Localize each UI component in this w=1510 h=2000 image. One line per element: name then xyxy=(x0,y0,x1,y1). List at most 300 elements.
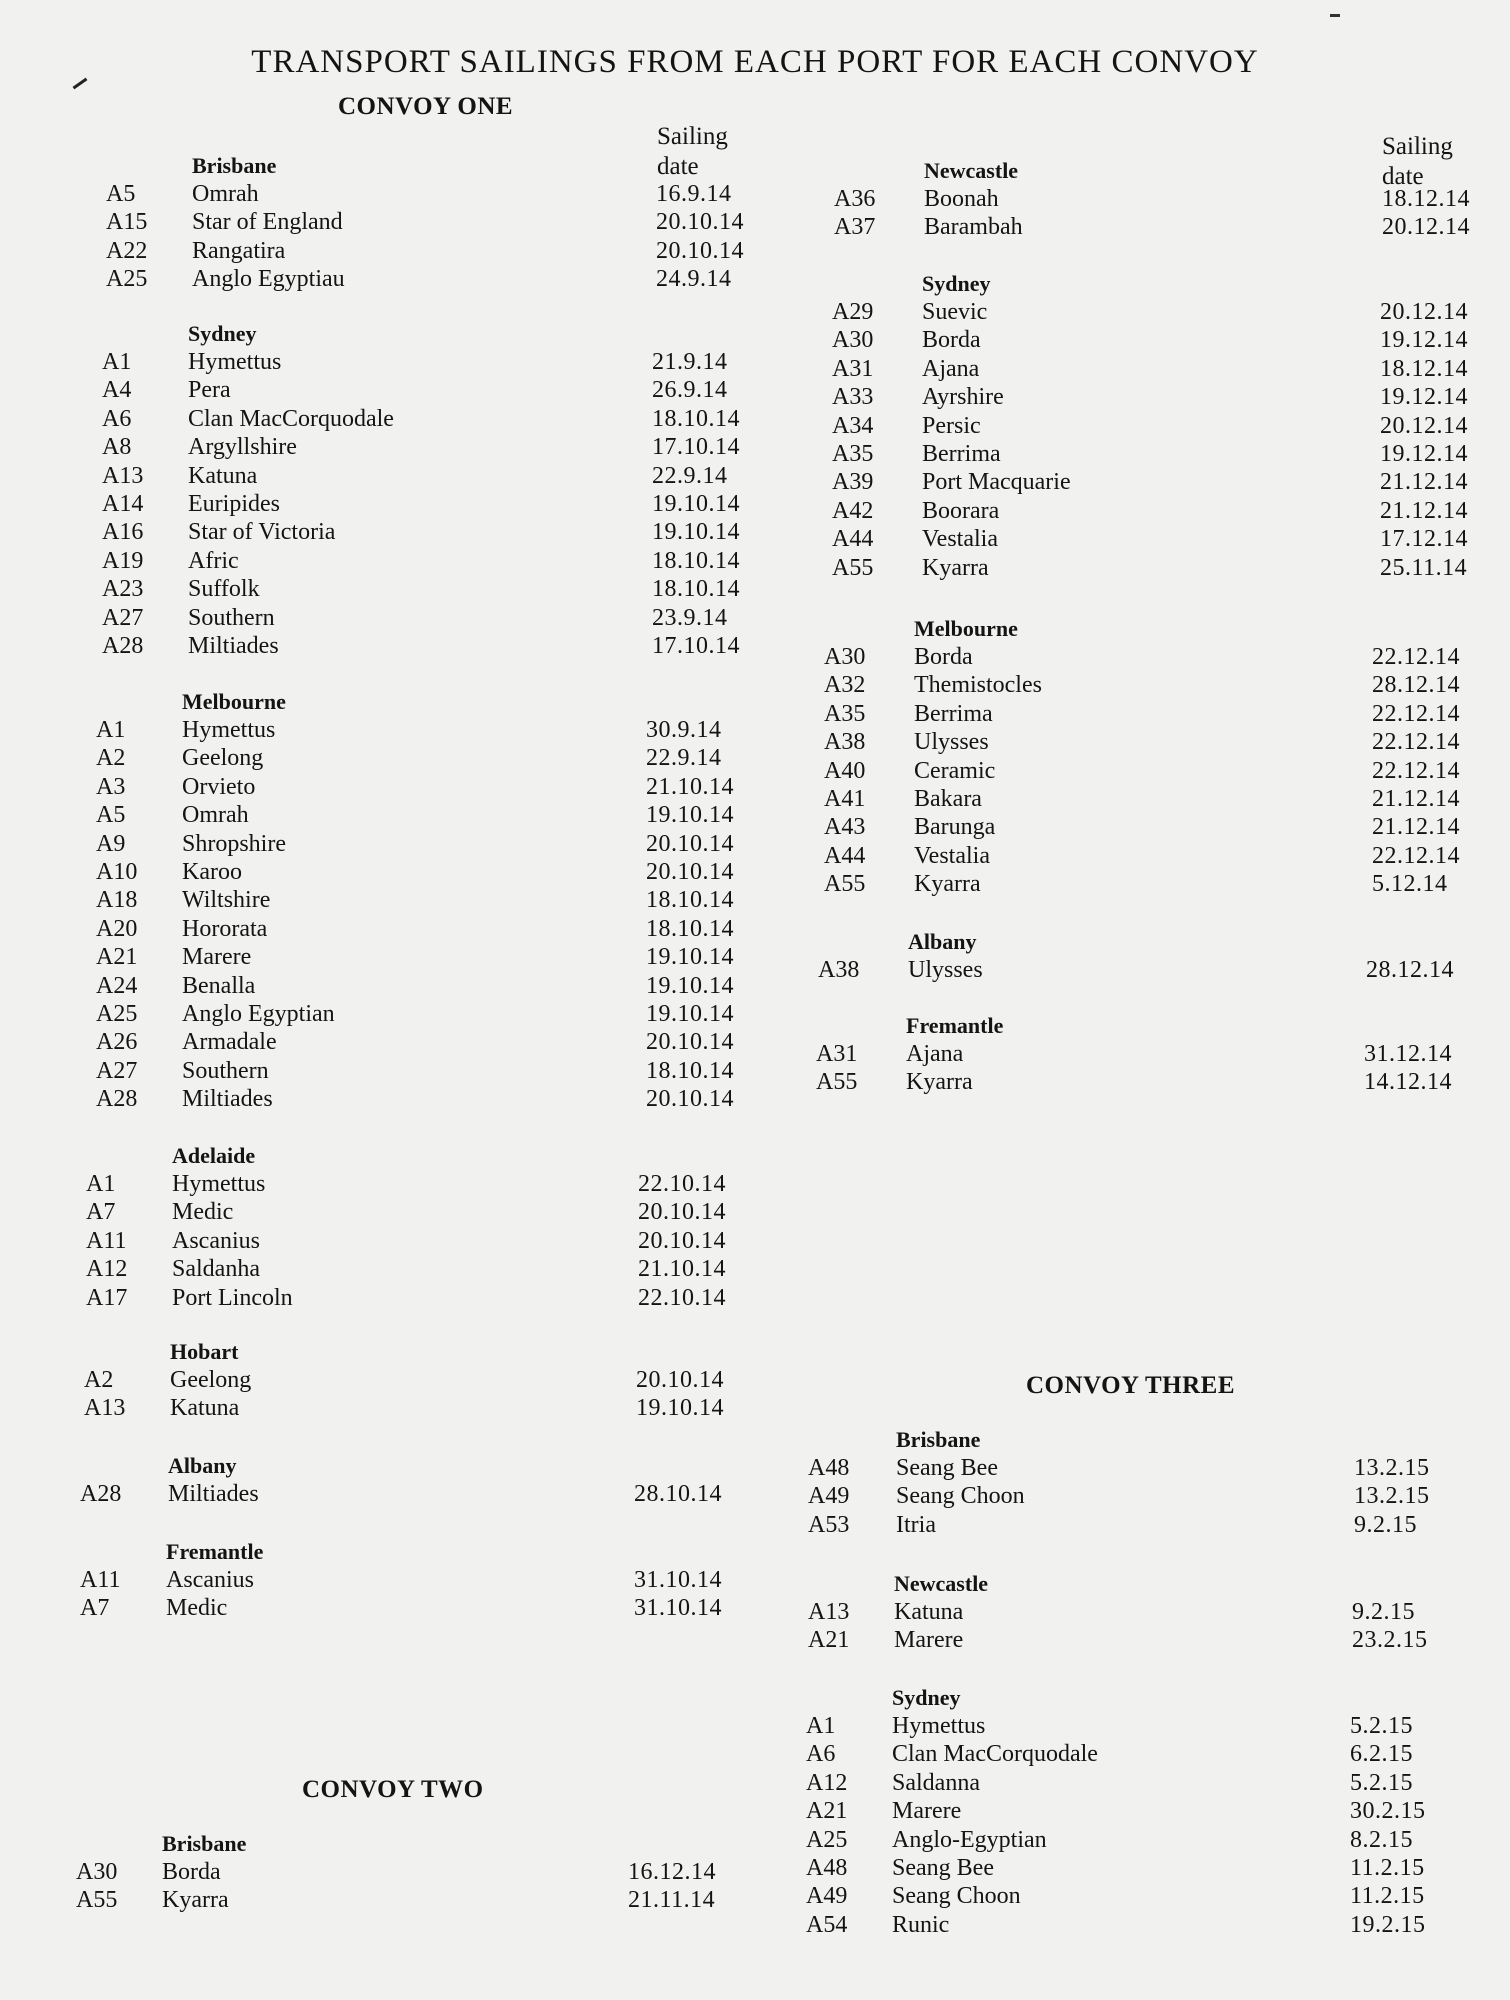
sailing-date: 28.12.14 xyxy=(1372,672,1460,699)
ship-name: Runic xyxy=(892,1911,950,1938)
ship-name: Omrah xyxy=(182,802,249,829)
sailing-date: 11.2.15 xyxy=(1350,1883,1425,1910)
transport-code: A30 xyxy=(76,1859,118,1885)
port-group xyxy=(0,615,1510,899)
sailing-date: 11.2.15 xyxy=(1350,1854,1425,1881)
port-group xyxy=(0,928,1510,984)
sailing-date: 30.2.15 xyxy=(1350,1798,1426,1825)
port-heading: Albany xyxy=(168,1453,237,1478)
ship-name: Afric xyxy=(188,547,239,574)
sailing-date: 18.12.14 xyxy=(1380,355,1468,382)
transport-code: A7 xyxy=(80,1595,110,1622)
convoy-heading: CONVOY THREE xyxy=(1026,1372,1236,1399)
transport-code: A1 xyxy=(806,1713,836,1739)
sailing-date: 18.10.14 xyxy=(652,547,740,574)
ship-name: Barambah xyxy=(924,214,1023,241)
transport-code: A1 xyxy=(102,349,132,375)
transport-code: A42 xyxy=(832,497,874,524)
ship-name: Pera xyxy=(188,377,231,404)
port-group xyxy=(0,270,1510,582)
sailing-date: 19.10.14 xyxy=(652,490,740,517)
ship-name: Itria xyxy=(896,1511,936,1538)
transport-code: A55 xyxy=(816,1069,858,1096)
ship-name: Geelong xyxy=(170,1367,252,1393)
transport-code: A2 xyxy=(84,1367,114,1393)
sailing-date: 9.2.15 xyxy=(1354,1511,1417,1538)
sailing-row xyxy=(0,700,1510,728)
transport-code: A26 xyxy=(96,1029,138,1056)
transport-code: A16 xyxy=(102,519,144,546)
ship-name: Medic xyxy=(172,1199,234,1226)
port-group xyxy=(0,1426,1510,1539)
sailing-date: 31.10.14 xyxy=(634,1567,722,1593)
ship-name: Suffolk xyxy=(188,576,260,603)
sailing-date: 31.10.14 xyxy=(634,1595,722,1622)
ship-name: Karoo xyxy=(182,858,242,885)
transport-code: A1 xyxy=(96,717,126,743)
port-heading: Melbourne xyxy=(182,689,286,714)
transport-code: A39 xyxy=(832,469,874,496)
sailing-date: 20.10.14 xyxy=(646,1029,734,1056)
ship-name: Ulysses xyxy=(914,729,989,756)
sailing-date: 18.12.14 xyxy=(1382,186,1470,212)
ship-name: Ceramic xyxy=(914,757,996,784)
ship-name: Marere xyxy=(894,1627,964,1654)
sailing-date: 22.9.14 xyxy=(646,745,722,772)
transport-code: A22 xyxy=(106,237,148,264)
sailing-header-line1: Sailing xyxy=(657,123,728,150)
ship-name: Berrima xyxy=(914,700,993,727)
transport-code: A5 xyxy=(106,181,136,207)
sailing-date: 19.12.14 xyxy=(1380,440,1468,467)
sailing-row xyxy=(0,185,1510,213)
ship-name: Ayrshire xyxy=(922,384,1004,411)
transport-code: A48 xyxy=(808,1455,850,1481)
transport-code: A15 xyxy=(106,209,148,236)
sailing-date: 28.10.14 xyxy=(634,1481,722,1507)
sailing-date: 24.9.14 xyxy=(656,266,732,293)
sailing-date: 22.9.14 xyxy=(652,462,728,489)
sailing-row xyxy=(0,1511,1510,1539)
sailing-date: 17.12.14 xyxy=(1380,526,1468,553)
transport-code: A33 xyxy=(832,384,874,411)
sailing-date: 28.12.14 xyxy=(1366,957,1454,983)
transport-code: A13 xyxy=(84,1395,126,1422)
ship-name: Borda xyxy=(922,327,981,354)
sailing-date: 19.10.14 xyxy=(646,972,734,999)
transport-code: A48 xyxy=(806,1854,848,1881)
sailing-date: 20.10.14 xyxy=(656,209,744,236)
transport-code: A28 xyxy=(80,1481,122,1507)
sailing-row xyxy=(0,1882,1510,1910)
ship-name: Armadale xyxy=(182,1029,277,1056)
sailing-header-line2: date xyxy=(1382,163,1424,190)
sailing-row xyxy=(0,643,1510,671)
sailing-row xyxy=(0,554,1510,582)
transport-code: A21 xyxy=(96,944,138,971)
ship-name: Borda xyxy=(914,644,973,670)
port-heading: Adelaide xyxy=(172,1143,256,1168)
ship-name: Orvieto xyxy=(182,773,256,800)
sailing-date: 13.2.15 xyxy=(1354,1483,1430,1510)
transport-code: A53 xyxy=(808,1511,850,1538)
sailing-row xyxy=(0,1740,1510,1768)
ship-name: Saldanna xyxy=(892,1769,980,1796)
sailing-date: 19.2.15 xyxy=(1350,1911,1426,1938)
port-heading: Sydney xyxy=(892,1685,961,1710)
sailing-date: 30.9.14 xyxy=(646,717,722,743)
sailing-date: 8.2.15 xyxy=(1350,1826,1413,1853)
sailing-date: 13.2.15 xyxy=(1354,1455,1430,1481)
transport-code: A34 xyxy=(832,412,874,439)
sailing-date: 21.10.14 xyxy=(638,1256,726,1283)
ship-name: Hymettus xyxy=(188,349,282,375)
transport-code: A54 xyxy=(806,1911,848,1938)
sailing-row xyxy=(0,785,1510,813)
ship-name: Hymettus xyxy=(182,717,276,743)
sailing-header-line1: Sailing xyxy=(1382,133,1453,160)
port-group xyxy=(0,1570,1510,1655)
sailing-row xyxy=(0,1255,1510,1283)
sailing-row xyxy=(0,213,1510,241)
sailing-date: 23.2.15 xyxy=(1352,1627,1428,1654)
transport-code: A25 xyxy=(106,266,148,293)
ship-name: Kyarra xyxy=(922,554,989,581)
transport-code: A12 xyxy=(806,1769,848,1796)
sailing-row xyxy=(0,1911,1510,1939)
sailing-row xyxy=(0,1284,1510,1312)
sailing-date: 21.12.14 xyxy=(1372,785,1460,812)
sailing-date: 14.12.14 xyxy=(1364,1069,1452,1096)
sailing-date: 18.10.14 xyxy=(646,887,734,914)
transport-code: A5 xyxy=(96,802,126,829)
transport-code: A1 xyxy=(86,1171,116,1197)
ship-name: Ascanius xyxy=(166,1567,254,1593)
ship-name: Marere xyxy=(182,944,252,971)
ship-name: Medic xyxy=(166,1595,228,1622)
transport-code: A21 xyxy=(808,1627,850,1654)
ship-name: Seang Choon xyxy=(896,1483,1025,1510)
ship-name: Borda xyxy=(162,1859,221,1885)
transport-code: A36 xyxy=(834,186,876,212)
port-heading: Fremantle xyxy=(166,1539,264,1564)
sailing-date: 9.2.15 xyxy=(1352,1599,1415,1625)
ship-name: Argyllshire xyxy=(188,434,297,461)
corner-dash-mark xyxy=(1330,14,1340,17)
ship-name: Ulysses xyxy=(908,957,983,983)
ship-name: Southern xyxy=(188,604,275,631)
ship-name: Katuna xyxy=(170,1395,240,1422)
convoy-heading: CONVOY TWO xyxy=(302,1776,484,1803)
transport-code: A4 xyxy=(102,377,132,404)
ship-name: Rangatira xyxy=(192,237,286,264)
transport-code: A28 xyxy=(96,1086,138,1113)
ship-name: Marere xyxy=(892,1798,962,1825)
ship-name: Katuna xyxy=(188,462,258,489)
transport-code: A30 xyxy=(824,644,866,670)
sailing-date: 22.12.14 xyxy=(1372,757,1460,784)
ship-name: Port Lincoln xyxy=(172,1284,293,1311)
sailing-date: 19.12.14 xyxy=(1380,327,1468,354)
transport-code: A44 xyxy=(824,842,866,869)
sailing-date: 21.10.14 xyxy=(646,773,734,800)
sailing-row xyxy=(0,1366,1510,1394)
sailing-row xyxy=(0,1598,1510,1626)
sailing-row xyxy=(0,1854,1510,1882)
transport-code: A25 xyxy=(96,1000,138,1027)
transport-code: A35 xyxy=(832,440,874,467)
sailing-date: 21.9.14 xyxy=(652,349,728,375)
sailing-row xyxy=(0,355,1510,383)
sailing-date: 22.12.14 xyxy=(1372,729,1460,756)
transport-code: A24 xyxy=(96,972,138,999)
ship-name: Clan MacCorquodale xyxy=(188,405,394,432)
sailing-date: 19.10.14 xyxy=(652,519,740,546)
port-heading: Brisbane xyxy=(896,1427,981,1452)
transport-code: A25 xyxy=(806,1826,848,1853)
port-heading: Newcastle xyxy=(894,1571,989,1596)
sailing-date: 19.12.14 xyxy=(1380,384,1468,411)
ship-name: Euripides xyxy=(188,490,280,517)
ship-name: Vestalia xyxy=(922,526,998,553)
sailing-date: 6.2.15 xyxy=(1350,1741,1413,1768)
transport-code: A6 xyxy=(806,1741,836,1768)
sailing-date: 20.10.14 xyxy=(638,1227,726,1254)
sailing-row xyxy=(0,468,1510,496)
sailing-date: 23.9.14 xyxy=(652,604,728,631)
port-heading: Fremantle xyxy=(906,1013,1004,1038)
transport-code: A49 xyxy=(808,1483,850,1510)
sailing-row xyxy=(0,1797,1510,1825)
sailing-row xyxy=(0,1227,1510,1255)
transport-code: A13 xyxy=(102,462,144,489)
ship-name: Berrima xyxy=(922,440,1001,467)
ship-name: Kyarra xyxy=(914,871,981,898)
transport-code: A43 xyxy=(824,814,866,841)
port-group xyxy=(0,1012,1510,1097)
ship-name: Seang Choon xyxy=(892,1883,1021,1910)
port-heading: Melbourne xyxy=(914,616,1018,641)
transport-code: A10 xyxy=(96,858,138,885)
transport-code: A19 xyxy=(102,547,144,574)
ship-name: Seang Bee xyxy=(896,1455,998,1481)
ship-name: Kyarra xyxy=(906,1069,973,1096)
transport-code: A41 xyxy=(824,785,866,812)
sailing-row xyxy=(0,1712,1510,1740)
transport-code: A31 xyxy=(816,1041,858,1067)
ship-name: Miltiades xyxy=(188,632,279,659)
ship-name: Geelong xyxy=(182,745,264,772)
sailing-date: 5.2.15 xyxy=(1350,1769,1413,1796)
sailing-date: 16.12.14 xyxy=(628,1859,716,1885)
transport-code: A32 xyxy=(824,672,866,699)
transport-code: A21 xyxy=(806,1798,848,1825)
sailing-date: 25.11.14 xyxy=(1380,554,1468,581)
ship-name: Themistocles xyxy=(914,672,1042,699)
ship-name: Kyarra xyxy=(162,1887,229,1914)
transport-code: A55 xyxy=(832,554,874,581)
sailing-row xyxy=(0,671,1510,699)
sailing-date: 20.10.14 xyxy=(646,1086,734,1113)
ship-name: Boonah xyxy=(924,186,999,212)
sailing-row xyxy=(0,1626,1510,1654)
transport-code: A17 xyxy=(86,1284,128,1311)
sailing-row xyxy=(0,525,1510,553)
ship-name: Saldanha xyxy=(172,1256,260,1283)
sailing-date: 31.12.14 xyxy=(1364,1041,1452,1067)
ship-name: Anglo-Egyptian xyxy=(892,1826,1047,1853)
sailing-row xyxy=(0,1198,1510,1226)
sailing-date: 19.10.14 xyxy=(646,944,734,971)
ship-name: Hororata xyxy=(182,915,268,942)
transport-code: A29 xyxy=(832,299,874,325)
sailing-row xyxy=(0,1040,1510,1068)
port-heading: Albany xyxy=(908,929,977,954)
sailing-date: 20.10.14 xyxy=(646,830,734,857)
ship-name: Hymettus xyxy=(172,1171,266,1197)
ship-name: Port Macquarie xyxy=(922,469,1071,496)
sailing-date: 18.10.14 xyxy=(646,915,734,942)
transport-code: A30 xyxy=(832,327,874,354)
sailing-row xyxy=(0,870,1510,898)
port-heading: Sydney xyxy=(188,321,257,346)
ship-name: Katuna xyxy=(894,1599,964,1625)
transport-code: A44 xyxy=(832,526,874,553)
transport-code: A2 xyxy=(96,745,126,772)
sailing-date: 22.12.14 xyxy=(1372,842,1460,869)
port-group xyxy=(0,157,1510,242)
ship-name: Anglo Egyptian xyxy=(182,1000,335,1027)
ship-name: Miltiades xyxy=(168,1481,259,1507)
ship-name: Seang Bee xyxy=(892,1854,994,1881)
transport-code: A38 xyxy=(818,957,860,983)
ship-name: Wiltshire xyxy=(182,887,271,914)
sailing-date: 20.12.14 xyxy=(1382,214,1470,241)
sailing-date: 21.11.14 xyxy=(628,1887,716,1914)
sailing-date: 18.10.14 xyxy=(646,1057,734,1084)
sailing-date: 5.2.15 xyxy=(1350,1713,1413,1739)
transport-code: A7 xyxy=(86,1199,116,1226)
ship-name: Benalla xyxy=(182,972,256,999)
sailing-date: 22.12.14 xyxy=(1372,644,1460,670)
sailing-date: 17.10.14 xyxy=(652,434,740,461)
ship-name: Vestalia xyxy=(914,842,990,869)
port-heading: Sydney xyxy=(922,271,991,296)
ship-name: Star of Victoria xyxy=(188,519,336,546)
ship-name: Clan MacCorquodale xyxy=(892,1741,1098,1768)
port-group xyxy=(0,1142,1510,1312)
sailing-row xyxy=(0,842,1510,870)
ship-name: Shropshire xyxy=(182,830,286,857)
port-heading: Brisbane xyxy=(192,153,277,178)
sailing-row xyxy=(0,298,1510,326)
sailing-row xyxy=(0,813,1510,841)
transport-code: A23 xyxy=(102,576,144,603)
port-heading: Newcastle xyxy=(924,158,1019,183)
sailing-row xyxy=(0,1068,1510,1096)
sailing-row xyxy=(0,1482,1510,1510)
ship-name: Omrah xyxy=(192,181,259,207)
transport-code: A11 xyxy=(80,1567,121,1593)
sailing-row xyxy=(0,1394,1510,1422)
transport-code: A3 xyxy=(96,773,126,800)
transport-code: A28 xyxy=(102,632,144,659)
sailing-date: 21.12.14 xyxy=(1380,497,1468,524)
sailing-row xyxy=(0,1826,1510,1854)
sailing-row xyxy=(0,440,1510,468)
sailing-row xyxy=(0,1769,1510,1797)
sailing-row xyxy=(0,1454,1510,1482)
sailing-row xyxy=(0,497,1510,525)
transport-code: A20 xyxy=(96,915,138,942)
sailing-date: 21.12.14 xyxy=(1372,814,1460,841)
ship-name: Persic xyxy=(922,412,981,439)
port-group xyxy=(0,1684,1510,1939)
ship-name: Bakara xyxy=(914,785,982,812)
sailing-row xyxy=(0,956,1510,984)
sailing-date: 20.10.14 xyxy=(636,1367,724,1393)
transport-code: A40 xyxy=(824,757,866,784)
sailing-date: 20.12.14 xyxy=(1380,412,1468,439)
transport-code: A38 xyxy=(824,729,866,756)
port-heading: Hobart xyxy=(170,1339,239,1364)
transport-code: A11 xyxy=(86,1227,127,1254)
sailing-date: 17.10.14 xyxy=(652,632,740,659)
ship-name: Southern xyxy=(182,1057,269,1084)
transport-code: A12 xyxy=(86,1256,128,1283)
sailing-date: 18.10.14 xyxy=(652,405,740,432)
sailing-row xyxy=(0,757,1510,785)
transport-code: A37 xyxy=(834,214,876,241)
convoy-heading: CONVOY ONE xyxy=(338,93,514,120)
sailing-date: 21.12.14 xyxy=(1380,469,1468,496)
transport-code: A27 xyxy=(96,1057,138,1084)
ship-name: Ajana xyxy=(922,355,980,382)
sailing-date: 26.9.14 xyxy=(652,377,728,404)
ship-name: Anglo Egyptiau xyxy=(192,266,345,293)
port-group xyxy=(0,1338,1510,1423)
ship-name: Barunga xyxy=(914,814,996,841)
page-title: TRANSPORT SAILINGS FROM EACH PORT FOR EACH CONVOY xyxy=(251,44,1259,80)
sailing-date: 22.10.14 xyxy=(638,1284,726,1311)
transport-code: A49 xyxy=(806,1883,848,1910)
sailing-row xyxy=(0,728,1510,756)
sailing-date: 20.10.14 xyxy=(656,237,744,264)
sailing-date: 5.12.14 xyxy=(1372,871,1448,898)
transport-code: A14 xyxy=(102,490,144,517)
port-heading: Brisbane xyxy=(162,1831,247,1856)
ship-name: Ajana xyxy=(906,1041,964,1067)
sailing-row xyxy=(0,383,1510,411)
transport-code: A55 xyxy=(824,871,866,898)
sailing-date: 19.10.14 xyxy=(636,1395,724,1422)
transport-code: A9 xyxy=(96,830,126,857)
sailing-date: 20.10.14 xyxy=(638,1199,726,1226)
ship-name: Suevic xyxy=(922,299,988,325)
sailing-date: 16.9.14 xyxy=(656,181,732,207)
ship-name: Boorara xyxy=(922,497,1000,524)
sailing-row xyxy=(0,412,1510,440)
sailing-date: 22.10.14 xyxy=(638,1171,726,1197)
sailing-row xyxy=(0,326,1510,354)
ship-name: Hymettus xyxy=(892,1713,986,1739)
transport-code: A6 xyxy=(102,405,132,432)
sailing-header-line2: date xyxy=(657,153,699,180)
sailing-row xyxy=(0,1170,1510,1198)
sailing-date: 20.12.14 xyxy=(1380,299,1468,325)
transport-code: A8 xyxy=(102,434,132,461)
ship-name: Star of England xyxy=(192,209,343,236)
